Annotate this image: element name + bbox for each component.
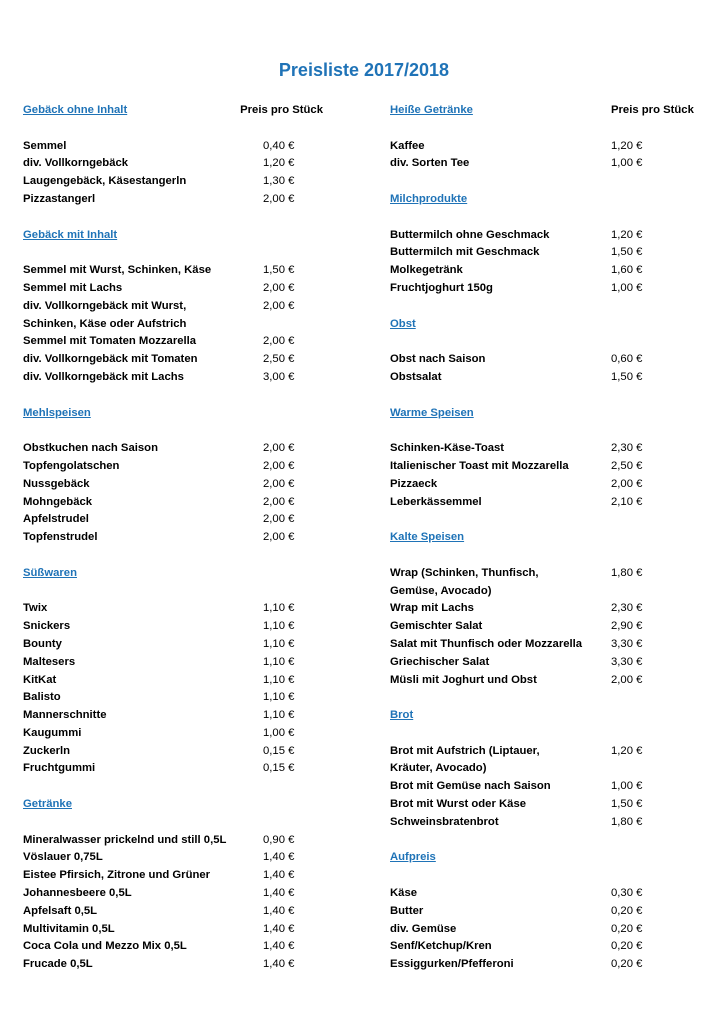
- item-price: 1,80 €: [611, 566, 643, 579]
- spacer: [390, 867, 700, 885]
- menu-item-row: [23, 636, 323, 654]
- item-price: 1,10 €: [263, 637, 295, 650]
- item-name: Butter: [390, 904, 424, 917]
- item-name: Semmel: [23, 139, 67, 152]
- menu-item-row: [390, 244, 700, 262]
- item-name: div. Vollkorngebäck mit Lachs: [23, 370, 184, 383]
- item-price: 1,10 €: [263, 673, 295, 686]
- item-name: Topfengolatschen: [23, 459, 120, 472]
- item-price: 2,00 €: [263, 513, 295, 526]
- item-name: Obstkuchen nach Saison: [23, 442, 158, 455]
- section-heading: [390, 191, 700, 209]
- item-price: 1,10 €: [263, 602, 295, 615]
- menu-item-row: [23, 529, 323, 547]
- item-price: 1,20 €: [611, 744, 643, 757]
- item-name: Griechischer Salat: [390, 655, 490, 668]
- item-price: 2,50 €: [611, 459, 643, 472]
- menu-item-row: [23, 138, 323, 156]
- menu-item-row: [390, 672, 700, 690]
- item-name: Bounty: [23, 637, 62, 650]
- item-price: 2,50 €: [263, 353, 295, 366]
- item-price: 1,50 €: [263, 264, 295, 277]
- menu-item-row: [23, 956, 323, 974]
- item-name: Käse: [390, 887, 418, 900]
- item-name: Buttermilch mit Geschmack: [390, 246, 540, 259]
- item-name: Johannesbeere 0,5L: [23, 887, 132, 900]
- item-price: 1,40 €: [263, 869, 295, 882]
- item-price: 1,40 €: [263, 922, 295, 935]
- item-name: Vöslauer 0,75L: [23, 851, 103, 864]
- section-title: Heiße Getränke: [390, 104, 473, 116]
- item-name: Fruchtjoghurt 150g: [390, 281, 493, 294]
- section-title: Mehlspeisen: [23, 406, 91, 419]
- item-name: Schweinsbratenbrot: [390, 815, 499, 828]
- menu-item-row: [23, 867, 323, 885]
- spacer: [390, 173, 700, 191]
- item-price: 1,10 €: [263, 709, 295, 722]
- item-name: Mannerschnitte: [23, 709, 107, 722]
- item-price: 3,30 €: [611, 637, 643, 650]
- item-name: Brot mit Aufstrich (Liptauer,: [390, 744, 540, 757]
- item-price: 0,15 €: [263, 744, 295, 757]
- item-price: 0,20 €: [611, 940, 643, 953]
- menu-item-row: [390, 618, 700, 636]
- item-price: 1,10 €: [263, 620, 295, 633]
- section-title: Milchprodukte: [390, 192, 468, 205]
- item-price: 2,00 €: [263, 495, 295, 508]
- item-name: Brot mit Gemüse nach Saison: [390, 780, 551, 793]
- menu-item-row: [390, 600, 700, 618]
- menu-item-row: [390, 760, 700, 778]
- menu-item-row: [390, 494, 700, 512]
- spacer: [390, 298, 700, 316]
- menu-item-row: [23, 262, 323, 280]
- item-name: Mineralwasser prickelnd und still 0,5L: [23, 833, 227, 846]
- section-heading: [390, 849, 700, 867]
- item-name: Müsli mit Joghurt und Obst: [390, 673, 537, 686]
- spacer: [390, 209, 700, 227]
- menu-item-row: [390, 654, 700, 672]
- item-name: Italienischer Toast mit Mozzarella: [390, 459, 569, 472]
- item-price: 2,00 €: [611, 673, 643, 686]
- menu-item-row: [390, 227, 700, 245]
- item-name: Apfelstrudel: [23, 513, 89, 526]
- item-price: 2,00 €: [263, 477, 295, 490]
- item-name: KitKat: [23, 673, 57, 686]
- item-price: 2,00 €: [263, 192, 295, 205]
- item-price: 1,00 €: [611, 157, 643, 170]
- item-price: 1,20 €: [611, 228, 643, 241]
- section-heading: [390, 529, 700, 547]
- item-name: Frucade 0,5L: [23, 958, 93, 971]
- spacer: [390, 422, 700, 440]
- menu-item-row: [23, 600, 323, 618]
- item-price: 2,00 €: [263, 335, 295, 348]
- menu-item-row: [23, 618, 323, 636]
- item-name: Balisto: [23, 691, 61, 704]
- item-price: 2,00 €: [263, 442, 295, 455]
- section-title: Süßwaren: [23, 566, 77, 579]
- menu-item-row: [390, 921, 700, 939]
- item-price: 0,20 €: [611, 904, 643, 917]
- page-title: Preisliste 2017/2018: [278, 60, 450, 80]
- item-name: Maltesers: [23, 655, 76, 668]
- spacer: [23, 583, 323, 601]
- section-title: Aufpreis: [390, 851, 436, 864]
- item-name: Semmel mit Wurst, Schinken, Käse: [23, 264, 212, 277]
- item-price: 2,30 €: [611, 602, 643, 615]
- menu-item-row: [23, 494, 323, 512]
- item-price: 0,40 €: [263, 139, 295, 152]
- menu-item-row: [23, 511, 323, 529]
- item-price: 3,00 €: [263, 370, 295, 383]
- item-price: 2,00 €: [263, 281, 295, 294]
- spacer: [390, 547, 700, 565]
- menu-item-row: [23, 921, 323, 939]
- section-heading: [23, 405, 323, 423]
- item-price: 0,30 €: [611, 887, 643, 900]
- item-name: Multivitamin 0,5L: [23, 922, 115, 935]
- item-price: 2,30 €: [611, 442, 643, 455]
- item-name: div. Sorten Tee: [390, 157, 470, 170]
- section-heading: [390, 405, 700, 423]
- menu-item-row: [390, 476, 700, 494]
- item-price: 0,60 €: [611, 353, 643, 366]
- section-heading: [23, 796, 323, 814]
- menu-item-row: [390, 778, 700, 796]
- section-heading: [390, 316, 700, 334]
- menu-item-row: [390, 262, 700, 280]
- item-name: div. Gemüse: [390, 922, 457, 935]
- item-price: 1,50 €: [611, 370, 643, 383]
- menu-item-row: [390, 956, 700, 974]
- item-price: 1,50 €: [611, 798, 643, 811]
- item-name: Nussgebäck: [23, 477, 90, 490]
- spacer: [23, 814, 323, 832]
- menu-item-row: [23, 672, 323, 690]
- menu-item-row: [390, 280, 700, 298]
- price-column-header: Preis pro Stück: [240, 104, 323, 116]
- left-column: [23, 102, 323, 974]
- item-price: 0,90 €: [263, 833, 295, 846]
- item-name: Wrap (Schinken, Thunfisch,: [390, 566, 539, 579]
- item-name: Coca Cola und Mezzo Mix 0,5L: [23, 940, 187, 953]
- item-price: 1,00 €: [611, 281, 643, 294]
- menu-item-row: [390, 636, 700, 654]
- menu-item-row: [390, 138, 700, 156]
- section-title: Kalte Speisen: [390, 531, 465, 544]
- item-name: Pizzastangerl: [23, 192, 96, 205]
- section-title: Obst: [390, 317, 416, 330]
- item-price: 2,00 €: [263, 299, 295, 312]
- item-name: Snickers: [23, 620, 71, 633]
- section-title: Warme Speisen: [390, 406, 474, 419]
- item-price: 0,15 €: [263, 762, 295, 775]
- menu-item-row: [390, 903, 700, 921]
- item-price: 1,60 €: [611, 264, 643, 277]
- item-price: 2,90 €: [611, 620, 643, 633]
- item-price: 1,10 €: [263, 691, 295, 704]
- menu-item-row: [23, 885, 323, 903]
- spacer: [23, 209, 323, 227]
- menu-item-row: [23, 173, 323, 191]
- item-price: 1,00 €: [263, 726, 295, 739]
- section-heading: [23, 227, 323, 245]
- menu-item-row: [390, 565, 700, 583]
- menu-item-row: [23, 760, 323, 778]
- menu-item-row: [23, 351, 323, 369]
- item-name: Schinken-Käse-Toast: [390, 442, 505, 455]
- menu-item-row: [390, 743, 700, 761]
- item-price: 1,00 €: [611, 780, 643, 793]
- menu-item-row: [390, 351, 700, 369]
- spacer: [390, 120, 700, 138]
- item-name: Salat mit Thunfisch oder Mozzarella: [390, 637, 583, 650]
- menu-item-row: [23, 743, 323, 761]
- item-name: div. Vollkorngebäck mit Tomaten: [23, 353, 198, 366]
- menu-item-row: [23, 476, 323, 494]
- spacer: [390, 333, 700, 351]
- menu-item-row: [390, 369, 700, 387]
- menu-item-row: [390, 938, 700, 956]
- menu-item-row: [390, 458, 700, 476]
- spacer: [390, 387, 700, 405]
- item-price: 1,10 €: [263, 655, 295, 668]
- item-price: 1,40 €: [263, 940, 295, 953]
- section-title: Gebäck ohne Inhalt: [23, 104, 128, 116]
- menu-item-row: [390, 155, 700, 173]
- section-title: Gebäck mit Inhalt: [23, 228, 118, 241]
- section-title: Getränke: [23, 798, 72, 811]
- item-name: Leberkässemmel: [390, 495, 482, 508]
- item-name: Eistee Pfirsich, Zitrone und Grüner: [23, 869, 211, 882]
- item-name: Molkegetränk: [390, 264, 463, 277]
- menu-item-row: [390, 796, 700, 814]
- item-name: Topfenstrudel: [23, 531, 98, 544]
- item-name: div. Vollkorngebäck mit Wurst,: [23, 299, 187, 312]
- spacer: [23, 120, 323, 138]
- menu-item-row: [23, 903, 323, 921]
- spacer: [23, 244, 323, 262]
- item-name: Brot mit Wurst oder Käse: [390, 798, 527, 811]
- item-name: Essiggurken/Pfefferoni: [390, 958, 514, 971]
- item-name: Gemischter Salat: [390, 620, 483, 633]
- item-name: Twix: [23, 602, 48, 615]
- item-name: Senf/Ketchup/Kren: [390, 940, 492, 953]
- item-price: 1,80 €: [611, 815, 643, 828]
- menu-item-row: [23, 191, 323, 209]
- menu-item-row: [23, 689, 323, 707]
- item-name: Wrap mit Lachs: [390, 602, 474, 615]
- item-price: 1,30 €: [263, 175, 295, 188]
- menu-item-row: [390, 814, 700, 832]
- item-name: Buttermilch ohne Geschmack: [390, 228, 550, 241]
- item-name: Laugengebäck, Käsestangerln: [23, 175, 187, 188]
- item-price: 1,20 €: [611, 139, 643, 152]
- item-price: 2,10 €: [611, 495, 643, 508]
- section-title: Brot: [390, 709, 414, 722]
- item-name: Pizzaeck: [390, 477, 438, 490]
- item-price: 0,20 €: [611, 922, 643, 935]
- menu-item-row: [390, 440, 700, 458]
- menu-item-row: [23, 298, 323, 316]
- menu-item-row: [23, 832, 323, 850]
- menu-item-row: [23, 849, 323, 867]
- item-name: Semmel mit Lachs: [23, 281, 123, 294]
- item-name: Mohngebäck: [23, 495, 93, 508]
- item-price: 0,20 €: [611, 958, 643, 971]
- spacer: [390, 725, 700, 743]
- item-name: Kaugummi: [23, 726, 82, 739]
- item-price: 1,40 €: [263, 851, 295, 864]
- item-name: Obst nach Saison: [390, 353, 486, 366]
- spacer: [23, 422, 323, 440]
- item-price: 2,00 €: [611, 477, 643, 490]
- item-price: 3,30 €: [611, 655, 643, 668]
- item-price: 1,40 €: [263, 887, 295, 900]
- item-name: Semmel mit Tomaten Mozzarella: [23, 335, 197, 348]
- menu-item-row: [23, 725, 323, 743]
- menu-item-row: [390, 885, 700, 903]
- item-price: 2,00 €: [263, 459, 295, 472]
- item-name: Kaffee: [390, 139, 425, 152]
- menu-item-row: [23, 369, 323, 387]
- spacer: [23, 778, 323, 796]
- item-name: Apfelsaft 0,5L: [23, 904, 98, 917]
- menu-item-row: [23, 155, 323, 173]
- menu-item-row: [23, 440, 323, 458]
- spacer: [23, 387, 323, 405]
- item-price: 2,00 €: [263, 531, 295, 544]
- item-name: Zuckerln: [23, 744, 71, 757]
- section-heading: [23, 565, 323, 583]
- menu-item-row: [23, 938, 323, 956]
- menu-item-row: [390, 583, 700, 601]
- spacer: [23, 547, 323, 565]
- spacer: [390, 689, 700, 707]
- menu-item-row: [23, 333, 323, 351]
- price-column-header: Preis pro Stück: [611, 104, 694, 116]
- section-heading: [390, 707, 700, 725]
- item-name: div. Vollkorngebäck: [23, 157, 129, 170]
- menu-item-row: [23, 654, 323, 672]
- right-column: [390, 102, 700, 974]
- item-name: Fruchtgummi: [23, 762, 96, 775]
- item-price: 1,50 €: [611, 246, 643, 259]
- spacer: [390, 511, 700, 529]
- menu-item-row: [23, 707, 323, 725]
- item-price: 1,20 €: [263, 157, 295, 170]
- item-name: Kräuter, Avocado): [390, 762, 487, 775]
- section-heading: [23, 102, 323, 120]
- item-name: Gemüse, Avocado): [390, 584, 492, 597]
- item-price: 1,40 €: [263, 904, 295, 917]
- section-heading: [390, 102, 700, 120]
- menu-item-row: [23, 458, 323, 476]
- menu-item-row: [23, 280, 323, 298]
- item-name: Obstsalat: [390, 370, 442, 383]
- item-name: Schinken, Käse oder Aufstrich: [23, 317, 187, 330]
- item-price: 1,40 €: [263, 958, 295, 971]
- menu-item-row: [23, 316, 323, 334]
- spacer: [390, 832, 700, 850]
